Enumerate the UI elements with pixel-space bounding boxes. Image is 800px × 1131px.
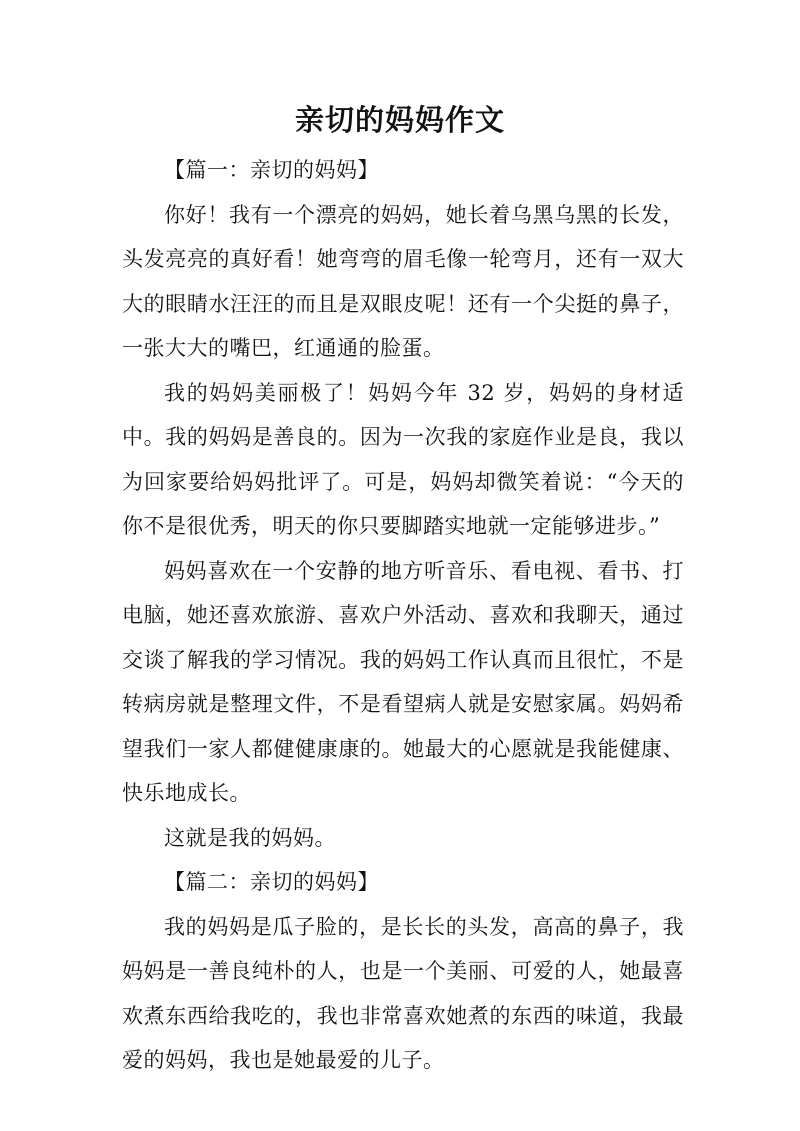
paragraph: 我的妈妈是瓜子脸的，是长长的头发，高高的鼻子，我妈妈是一善良纯朴的人，也是一个美丽、可爱的人，她最喜欢煮东西给我吃的，我也非常喜欢她煮的东西的味道，我最爱的妈妈，我也是她最爱的儿子。 xyxy=(122,914,684,1072)
document-title: 亲切的妈妈作文 xyxy=(294,103,505,137)
document-body xyxy=(122,148,684,1083)
section-heading: 【篇二：亲切的妈妈】 xyxy=(164,870,379,894)
section-heading: 【篇一：亲切的妈妈】 xyxy=(164,158,379,182)
paragraph: 你好！我有一个漂亮的妈妈，她长着乌黑乌黑的长发，头发亮亮的真好看！她弯弯的眉毛像一轮弯月，还有一双大大的眼睛水汪汪的而且是双眼皮呢！还有一个尖挺的鼻子，一张大大的嘴巴，红通通的脸蛋。 xyxy=(122,202,684,360)
paragraph: 这就是我的妈妈。 xyxy=(164,825,336,850)
paragraph: 妈妈喜欢在一个安静的地方听音乐、看电视、看书、打电脑，她还喜欢旅游、喜欢户外活动、喜欢和我聊天，通过交谈了解我的学习情况。我的妈妈工作认真而且很忙，不是转病房就是整理文件，不是看望病人就是安慰家属。妈妈希望我们一家人都健健康康的。她最大的心愿就是我能健康、快乐地成长。 xyxy=(122,558,684,805)
paragraph: 我的妈妈美丽极了！妈妈今年 32 岁，妈妈的身材适中。我的妈妈是善良的。因为一次我的家庭作业是良，我以为回家要给妈妈批评了。可是，妈妈却微笑着说：“今天的你不是很优秀，明天的你只要脚踏实地就一定能够进步。” xyxy=(122,380,684,538)
